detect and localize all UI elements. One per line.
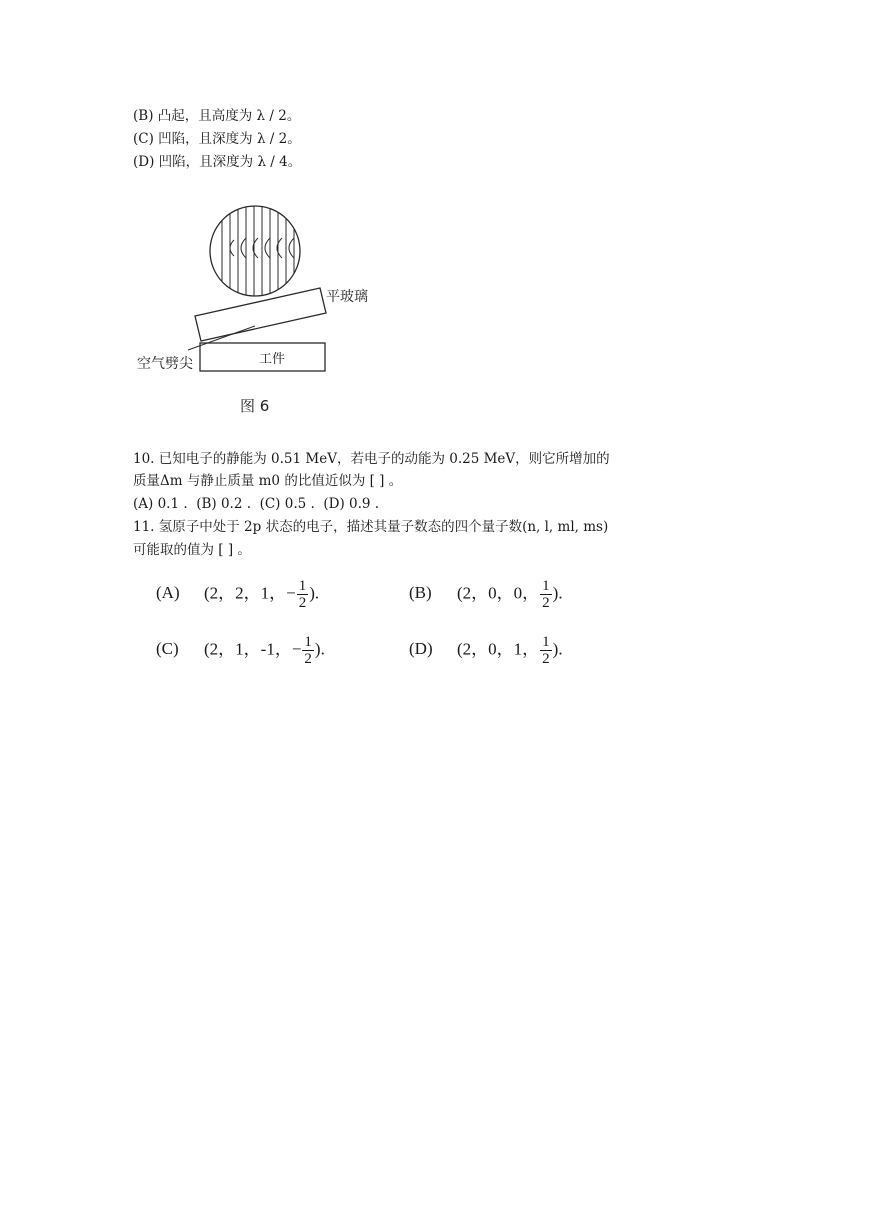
q9-option-b: (B) 凸起，且高度为 λ / 2。 <box>133 108 301 124</box>
option-label: (A) <box>156 583 180 603</box>
interference-fringes <box>222 203 294 298</box>
option-close: ). <box>309 583 320 603</box>
option-values: (2，0，0， <box>457 583 540 603</box>
q11-line-1: 11. 氢原子中处于 2p 状态的电子，描述其量子数态的四个量子数(n, l, ml, ms) <box>133 519 609 535</box>
option-values: (2，2，1，− <box>204 583 296 603</box>
fraction-numerator: 1 <box>304 634 312 650</box>
option-label: (C) <box>156 639 179 659</box>
label-air-wedge: 空气劈尖 <box>137 356 193 372</box>
fraction-denominator: 2 <box>298 595 307 611</box>
option-close: ). <box>552 583 563 603</box>
q9-option-c: (C) 凹陷，且深度为 λ / 2。 <box>133 131 301 147</box>
q11-line-2: 可能取的值为 [ ] 。 <box>133 542 251 558</box>
q10-options: (A) 0.1 . (B) 0.2 . (C) 0.5 . (D) 0.9 . <box>133 496 380 512</box>
fraction-denominator: 2 <box>542 651 550 667</box>
option-label: (D) <box>409 639 433 659</box>
q11-option-d <box>409 634 563 667</box>
option-close: ). <box>314 639 325 659</box>
fraction-numerator: 1 <box>298 578 307 594</box>
fraction <box>297 578 309 611</box>
option-values: (2，1，-1，− <box>204 639 302 659</box>
figure-caption: 图 6 <box>240 397 270 415</box>
q11-option-a <box>156 578 319 611</box>
option-values: (2，0，1， <box>457 639 540 659</box>
fraction <box>540 578 552 611</box>
option-close: ). <box>552 639 563 659</box>
fraction-denominator: 2 <box>542 595 550 611</box>
label-workpiece: 工件 <box>259 352 286 367</box>
q10-line-2: 质量Δm 与静止质量 m0 的比值近似为 [ ] 。 <box>133 473 403 489</box>
fraction <box>540 634 552 667</box>
fraction-numerator: 1 <box>542 634 550 650</box>
fraction-numerator: 1 <box>542 578 550 594</box>
figure-6-diagram <box>130 198 390 420</box>
q9-option-d: (D) 凹陷，且深度为 λ / 4。 <box>133 154 302 170</box>
q10-line-1: 10. 已知电子的静能为 0.51 MeV，若电子的动能为 0.25 MeV，则它所增加的 <box>133 451 610 467</box>
label-flat-glass: 平玻璃 <box>326 289 368 305</box>
fraction <box>302 634 314 667</box>
option-label: (B) <box>409 583 432 603</box>
fraction-denominator: 2 <box>304 651 312 667</box>
q11-option-b <box>409 578 563 611</box>
q11-option-c <box>156 634 325 667</box>
